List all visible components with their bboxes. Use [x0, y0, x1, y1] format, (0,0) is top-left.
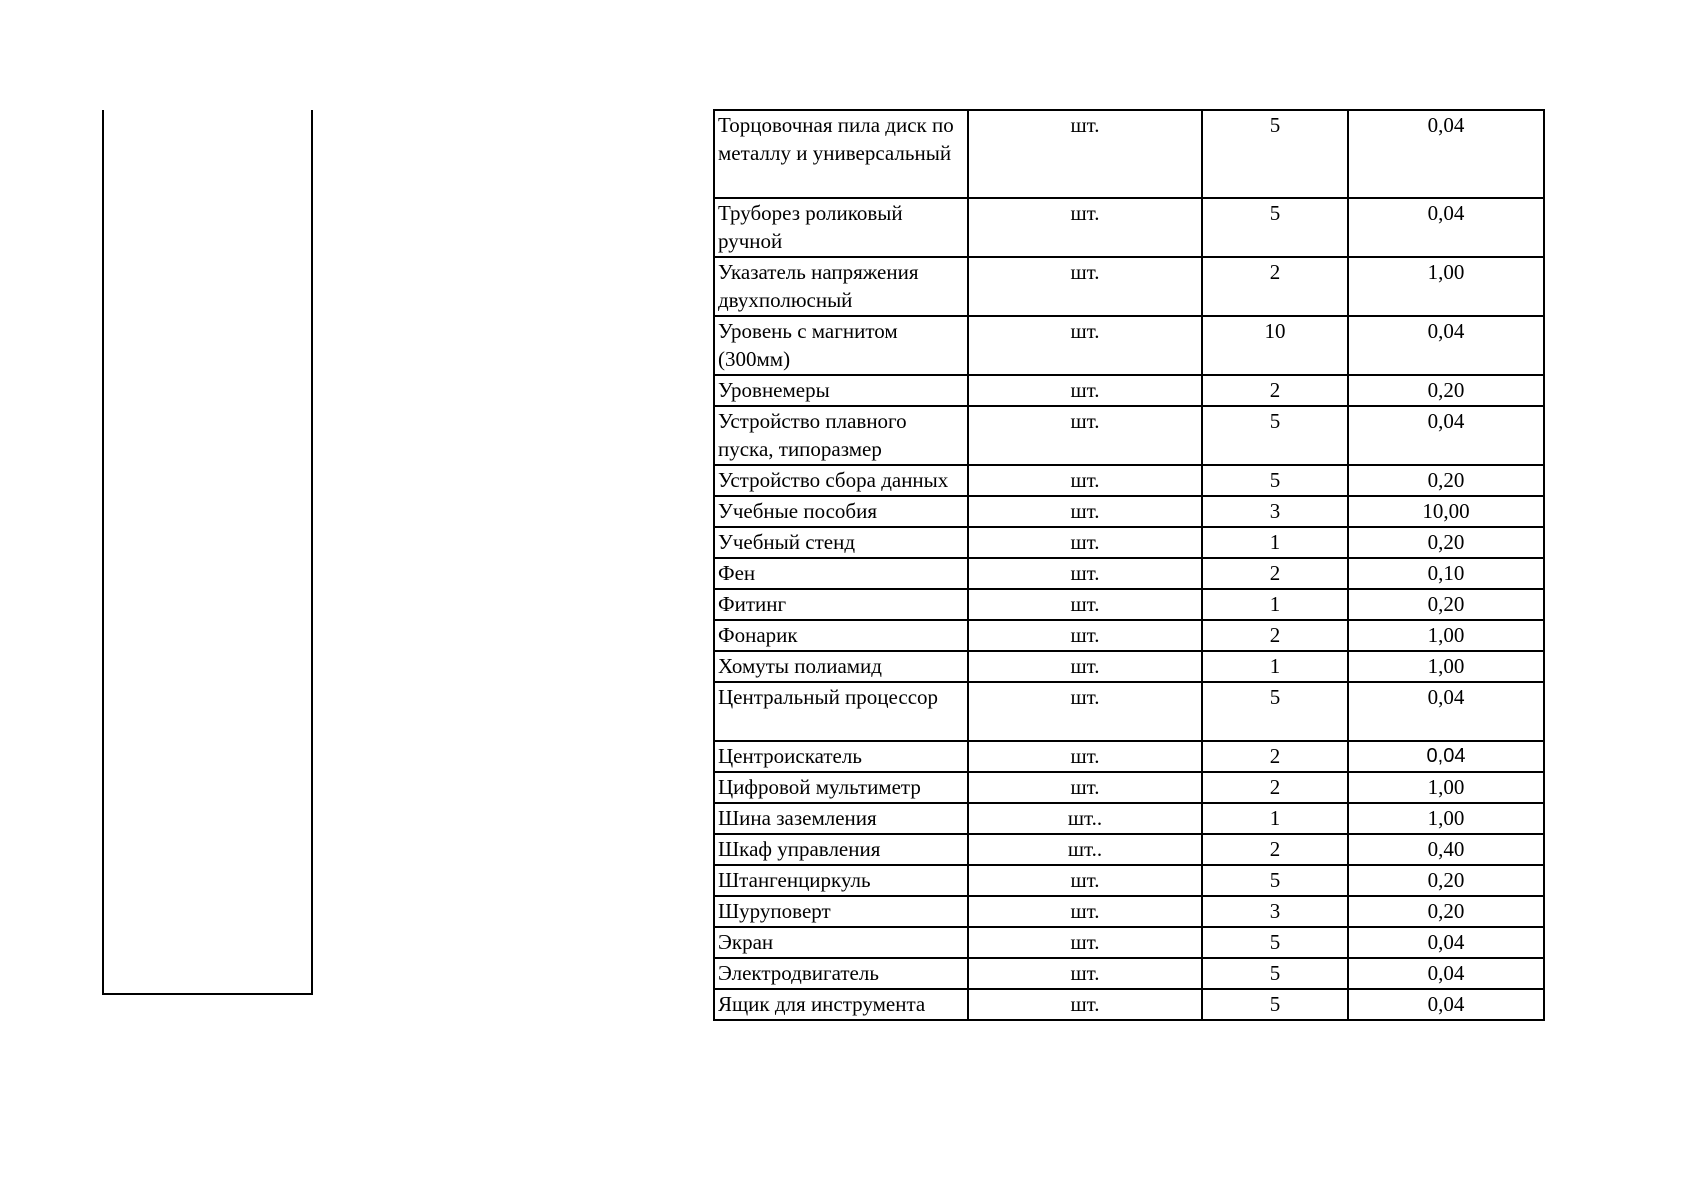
item-quantity: 1: [1202, 803, 1348, 834]
item-quantity: 1: [1202, 651, 1348, 682]
item-unit: шт.: [968, 406, 1202, 465]
table-row: [714, 682, 1544, 741]
table-row: [714, 834, 1544, 865]
table-row: [714, 257, 1544, 316]
item-quantity: 2: [1202, 558, 1348, 589]
item-coefficient: 1,00: [1348, 772, 1544, 803]
item-name: Ящик для инструмента: [714, 989, 968, 1020]
item-unit: шт..: [968, 803, 1202, 834]
item-quantity: 1: [1202, 589, 1348, 620]
table-row: [714, 865, 1544, 896]
table-row: [714, 465, 1544, 496]
table-row: [714, 316, 1544, 375]
item-name: Уровнемеры: [714, 375, 968, 406]
equipment-table: [713, 109, 1545, 1021]
item-name: Шуруповерт: [714, 896, 968, 927]
item-coefficient: 0,20: [1348, 527, 1544, 558]
item-name: Фен: [714, 558, 968, 589]
item-name: Хомуты полиамид: [714, 651, 968, 682]
item-unit: шт.: [968, 682, 1202, 741]
table-row: [714, 620, 1544, 651]
item-coefficient: 0,04: [1348, 110, 1544, 198]
item-unit: шт.: [968, 620, 1202, 651]
item-quantity: 5: [1202, 198, 1348, 257]
table-row: [714, 527, 1544, 558]
item-unit: шт.: [968, 896, 1202, 927]
left-column-frame: [102, 110, 313, 995]
item-name: Шкаф управления: [714, 834, 968, 865]
item-name: Центральный процессор: [714, 682, 968, 741]
item-coefficient: 1,00: [1348, 620, 1544, 651]
item-coefficient: 0,20: [1348, 375, 1544, 406]
item-quantity: 5: [1202, 958, 1348, 989]
item-quantity: 5: [1202, 465, 1348, 496]
item-unit: шт.: [968, 927, 1202, 958]
item-coefficient: 0,04: [1348, 406, 1544, 465]
item-name: Уровень с магнитом (300мм): [714, 316, 968, 375]
item-quantity: 1: [1202, 527, 1348, 558]
item-coefficient: 0,04: [1348, 958, 1544, 989]
item-coefficient: 0,20: [1348, 865, 1544, 896]
item-coefficient: 0,20: [1348, 465, 1544, 496]
item-coefficient: 0,40: [1348, 834, 1544, 865]
item-quantity: 3: [1202, 896, 1348, 927]
item-name: Шина заземления: [714, 803, 968, 834]
item-coefficient: 10,00: [1348, 496, 1544, 527]
item-coefficient: 0,20: [1348, 896, 1544, 927]
item-unit: шт.: [968, 865, 1202, 896]
item-quantity: 5: [1202, 927, 1348, 958]
item-quantity: 3: [1202, 496, 1348, 527]
item-unit: шт.: [968, 589, 1202, 620]
item-quantity: 2: [1202, 772, 1348, 803]
item-coefficient: 1,00: [1348, 651, 1544, 682]
table-row: [714, 989, 1544, 1020]
item-name: Цифровой мультиметр: [714, 772, 968, 803]
table-row: [714, 406, 1544, 465]
table-row: [714, 589, 1544, 620]
item-name: Устройство сбора данных: [714, 465, 968, 496]
item-unit: шт.: [968, 316, 1202, 375]
item-quantity: 5: [1202, 110, 1348, 198]
item-coefficient: 1,00: [1348, 803, 1544, 834]
item-quantity: 2: [1202, 375, 1348, 406]
item-unit: шт.: [968, 651, 1202, 682]
item-name: Торцовочная пила диск по металлу и универсальный: [714, 110, 968, 198]
item-unit: шт..: [968, 834, 1202, 865]
item-quantity: 5: [1202, 682, 1348, 741]
table-row: [714, 772, 1544, 803]
item-unit: шт.: [968, 558, 1202, 589]
item-name: Устройство плавного пуска, типоразмер: [714, 406, 968, 465]
item-name: Учебные пособия: [714, 496, 968, 527]
item-coefficient: 0,04: [1348, 989, 1544, 1020]
item-name: Фонарик: [714, 620, 968, 651]
item-quantity: 2: [1202, 834, 1348, 865]
item-quantity: 2: [1202, 741, 1348, 772]
item-name: Учебный стенд: [714, 527, 968, 558]
table-row: [714, 896, 1544, 927]
equipment-table-body: [714, 110, 1544, 1020]
item-quantity: 10: [1202, 316, 1348, 375]
item-name: Электродвигатель: [714, 958, 968, 989]
item-unit: шт.: [968, 110, 1202, 198]
item-unit: шт.: [968, 257, 1202, 316]
item-coefficient: 0,04: [1348, 741, 1544, 772]
item-quantity: 5: [1202, 989, 1348, 1020]
table-row: [714, 110, 1544, 198]
item-quantity: 2: [1202, 620, 1348, 651]
item-unit: шт.: [968, 527, 1202, 558]
item-coefficient: 1,00: [1348, 257, 1544, 316]
table-row: [714, 496, 1544, 527]
table-row: [714, 741, 1544, 772]
table-row: [714, 198, 1544, 257]
item-quantity: 5: [1202, 865, 1348, 896]
item-name: Экран: [714, 927, 968, 958]
item-coefficient: 0,04: [1348, 682, 1544, 741]
item-coefficient: 0,04: [1348, 198, 1544, 257]
item-unit: шт.: [968, 465, 1202, 496]
table-row: [714, 927, 1544, 958]
item-unit: шт.: [968, 198, 1202, 257]
item-name: Труборез роликовый ручной: [714, 198, 968, 257]
item-unit: шт.: [968, 989, 1202, 1020]
item-coefficient: 0,04: [1348, 316, 1544, 375]
item-quantity: 5: [1202, 406, 1348, 465]
item-unit: шт.: [968, 741, 1202, 772]
table-row: [714, 558, 1544, 589]
item-unit: шт.: [968, 772, 1202, 803]
item-unit: шт.: [968, 496, 1202, 527]
item-unit: шт.: [968, 375, 1202, 406]
table-row: [714, 803, 1544, 834]
item-coefficient: 0,10: [1348, 558, 1544, 589]
item-name: Центроискатель: [714, 741, 968, 772]
item-quantity: 2: [1202, 257, 1348, 316]
item-name: Указатель напряжения двухполюсный: [714, 257, 968, 316]
item-name: Штангенциркуль: [714, 865, 968, 896]
table-row: [714, 375, 1544, 406]
item-name: Фитинг: [714, 589, 968, 620]
item-coefficient: 0,20: [1348, 589, 1544, 620]
table-row: [714, 651, 1544, 682]
item-unit: шт.: [968, 958, 1202, 989]
item-coefficient: 0,04: [1348, 927, 1544, 958]
table-row: [714, 958, 1544, 989]
